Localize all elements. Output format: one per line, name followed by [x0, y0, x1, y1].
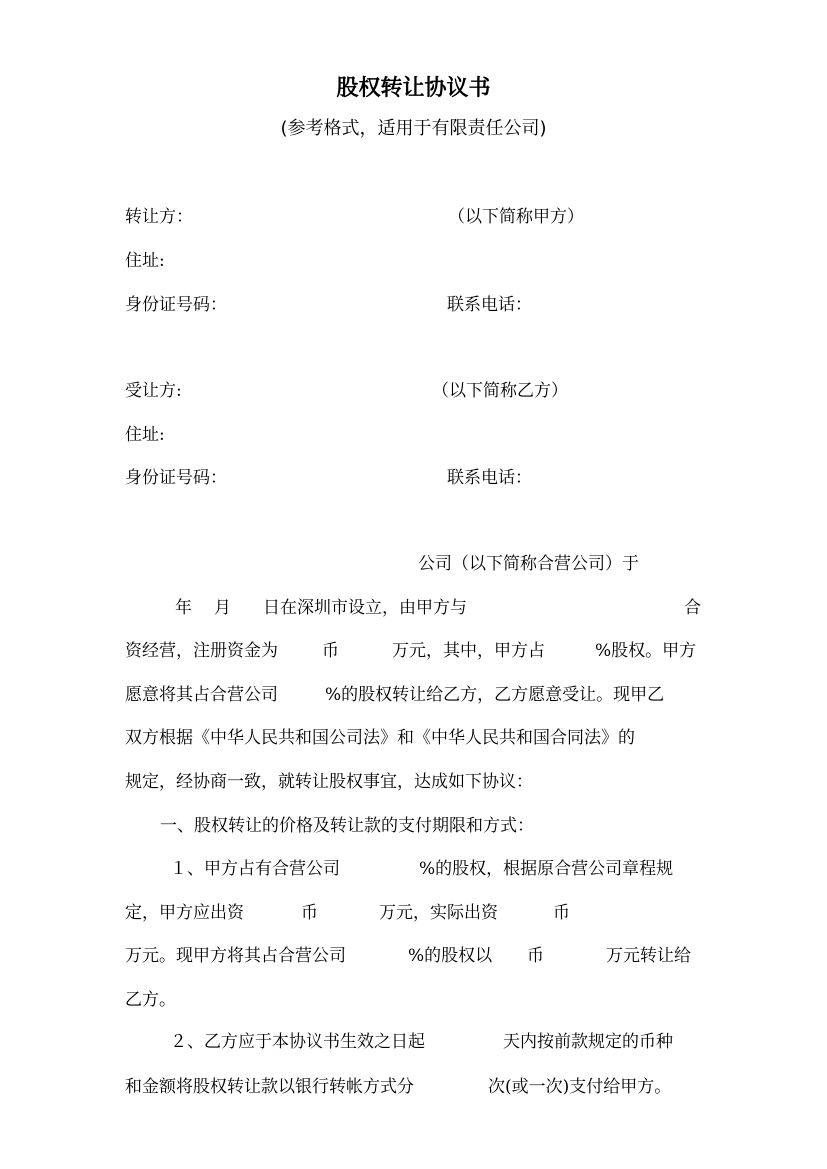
document-subtitle: (参考格式，适用于有限责任公司)	[280, 118, 547, 139]
item-1-line3-a: 万元。现甲方将其占合营公司	[125, 946, 346, 966]
item-1-line2-currency: 币	[301, 903, 318, 923]
transferee-label: 受让方:	[125, 381, 182, 401]
date-day-text: 日在深圳市设立，由甲方与	[263, 598, 467, 618]
agreement-line: 规定，经协商一致，就转让股权事宜，达成如下协议：	[125, 772, 533, 792]
transferee-id-label: 身份证号码：	[125, 468, 227, 488]
transferee-phone-label: 联系电话：	[447, 468, 532, 488]
item-1-line2-c: 万元，实际出资	[379, 903, 498, 923]
item-2-line2-b: 次(或一次)支付给甲方。	[488, 1077, 672, 1097]
item-1-line2-currency-2: 币	[553, 903, 570, 923]
transfer-intent-a: 愿意将其占合营公司	[125, 685, 278, 705]
transferor-alias: （以下简称甲方）	[448, 207, 584, 227]
capital-text-c: 万元，其中，甲方占	[392, 641, 545, 661]
item-1-line4: 乙方。	[125, 990, 176, 1010]
item-1-line2-a: 定，甲方应出资	[125, 903, 244, 923]
date-year: 年	[175, 598, 192, 618]
section-1-heading: 一、股权转让的价格及转让款的支付期限和方式：	[160, 816, 534, 836]
item-1-line3-d: 万元转让给	[606, 946, 691, 966]
item-2-text-a: ２、乙方应于本协议书生效之日起	[170, 1032, 425, 1052]
item-1-text-a: １、甲方占有合营公司	[170, 859, 340, 879]
capital-currency: 币	[322, 641, 339, 661]
transferee-address-label: 住址:	[125, 425, 165, 445]
transfer-intent-b: %的股权转让给乙方，乙方愿意受让。现甲乙	[325, 685, 665, 705]
transferor-phone-label: 联系电话：	[447, 295, 532, 315]
transferor-id-label: 身份证号码：	[125, 295, 227, 315]
transferee-alias: （以下简称乙方）	[432, 381, 568, 401]
item-2-text-b: 天内按前款规定的币种	[503, 1032, 673, 1052]
company-line: 公司（以下简称合营公司）于	[418, 554, 639, 574]
item-1-line3-currency: 币	[527, 946, 544, 966]
item-1-line3-b: %的股权以	[408, 946, 493, 966]
capital-text-d: %股权。甲方	[595, 641, 697, 661]
item-2-line2-a: 和金额将股权转让款以银行转帐方式分	[125, 1077, 414, 1097]
document-title: 股权转让协议书	[336, 76, 491, 101]
date-month: 月	[214, 598, 231, 618]
transferor-address-label: 住址:	[125, 251, 165, 271]
item-1-text-b: %的股权，根据原合营公司章程规	[419, 859, 674, 879]
transferor-label: 转让方：	[125, 207, 193, 227]
capital-text-a: 资经营，注册资金为	[125, 641, 278, 661]
legal-basis-line: 双方根据《中华人民共和国公司法》和《中华人民共和国合同法》的	[125, 728, 635, 748]
joint-venture-char: 合	[684, 598, 701, 618]
